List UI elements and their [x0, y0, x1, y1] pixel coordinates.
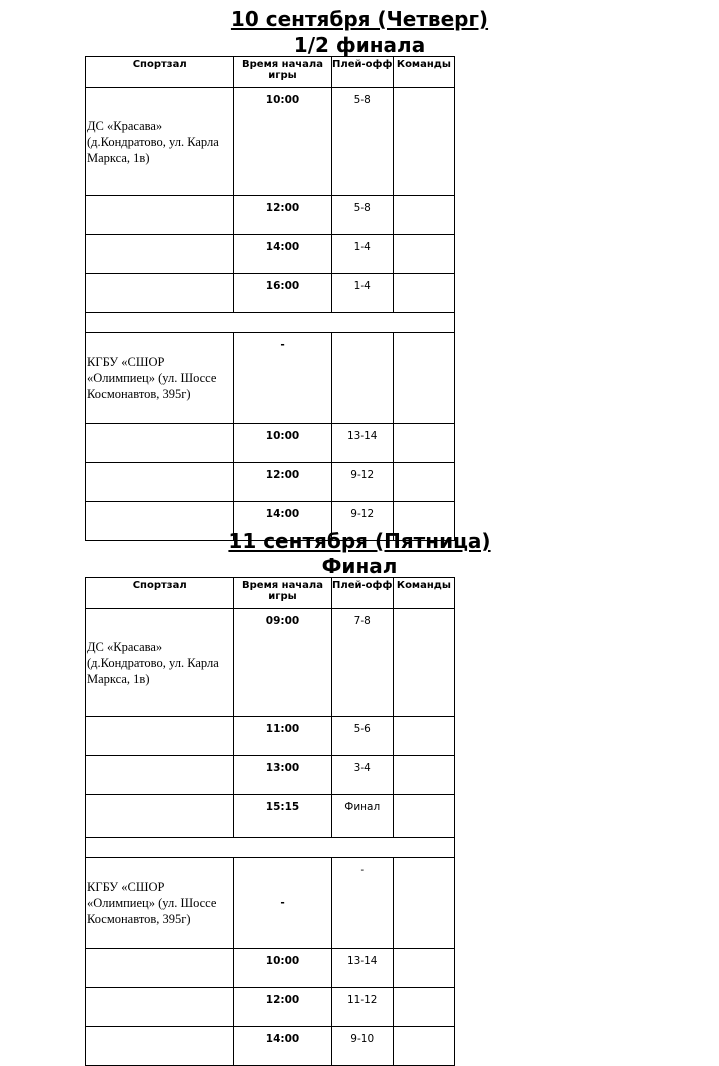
header-venue: Спортзал [86, 578, 234, 609]
playoff-cell: 9-12 [331, 502, 393, 541]
table-row [86, 235, 455, 274]
day1-date-title: 10 сентября (Четверг) [230, 7, 489, 31]
playoff-cell: 11-12 [331, 988, 393, 1027]
header-playoff: Плей-офф [331, 578, 393, 609]
playoff-cell [331, 333, 393, 424]
venue-cell [86, 424, 234, 463]
time-cell: 10:00 [234, 949, 331, 988]
venue-cell [86, 1027, 234, 1066]
table-row [86, 988, 455, 1027]
day2-date-title: 11 сентября (Пятница) [228, 529, 491, 553]
playoff-cell: 9-12 [331, 463, 393, 502]
time-cell: 10:00 [234, 424, 331, 463]
table-row [86, 333, 455, 424]
table-row [86, 424, 455, 463]
time-cell: 14:00 [234, 502, 331, 541]
table-row [86, 795, 455, 838]
time-cell: 11:00 [234, 717, 331, 756]
spacer-cell [86, 838, 455, 858]
teams-cell [393, 756, 454, 795]
playoff-cell: 5-8 [331, 88, 393, 196]
time-cell: 14:00 [234, 235, 331, 274]
table-header-row [86, 57, 455, 88]
time-cell: - [234, 333, 331, 424]
venue-cell: КГБУ «СШОР «Олимпиец» (ул. Шоссе Космонавтов, 395г) [86, 858, 234, 949]
playoff-cell: 13-14 [331, 949, 393, 988]
venue-cell [86, 795, 234, 838]
time-cell: 09:00 [234, 609, 331, 717]
time-cell: 12:00 [234, 463, 331, 502]
playoff-cell: 5-8 [331, 196, 393, 235]
time-cell: 12:00 [234, 196, 331, 235]
time-cell: - [234, 858, 331, 949]
header-time: Время начала игры [234, 578, 331, 609]
day1-stage-title: 1/2 финала [293, 33, 426, 57]
venue-cell [86, 463, 234, 502]
table-row [86, 463, 455, 502]
table-row [86, 858, 455, 949]
time-cell: 13:00 [234, 756, 331, 795]
playoff-cell: 3-4 [331, 756, 393, 795]
teams-cell [393, 609, 454, 717]
teams-cell [393, 1027, 454, 1066]
table-row [86, 1027, 455, 1066]
playoff-cell: Финал [331, 795, 393, 838]
venue-cell [86, 717, 234, 756]
teams-cell [393, 196, 454, 235]
teams-cell [393, 424, 454, 463]
venue-cell [86, 235, 234, 274]
venue-cell [86, 988, 234, 1027]
day2-stage-title: Финал [321, 554, 398, 578]
playoff-cell: 1-4 [331, 235, 393, 274]
table-row [86, 609, 455, 717]
header-venue: Спортзал [86, 57, 234, 88]
table-row [86, 756, 455, 795]
header-time: Время начала игры [234, 57, 331, 88]
venue-cell: ДС «Красава» (д.Кондратово, ул. Карла Маркса, 1в) [86, 609, 234, 717]
venue-cell: КГБУ «СШОР «Олимпиец» (ул. Шоссе Космонавтов, 395г) [86, 333, 234, 424]
header-teams: Команды [393, 578, 454, 609]
playoff-cell: 5-6 [331, 717, 393, 756]
teams-cell [393, 988, 454, 1027]
venue-cell [86, 949, 234, 988]
teams-cell [393, 858, 454, 949]
time-cell: 15:15 [234, 795, 331, 838]
day1-schedule-table [85, 56, 455, 541]
spacer-row [86, 313, 455, 333]
time-cell: 10:00 [234, 88, 331, 196]
time-cell: 12:00 [234, 988, 331, 1027]
venue-cell [86, 196, 234, 235]
teams-cell [393, 463, 454, 502]
table-row [86, 274, 455, 313]
playoff-cell: 9-10 [331, 1027, 393, 1066]
header-teams: Команды [393, 57, 454, 88]
playoff-cell: 7-8 [331, 609, 393, 717]
playoff-cell: 13-14 [331, 424, 393, 463]
teams-cell [393, 88, 454, 196]
day2-schedule-table [85, 577, 455, 1066]
teams-cell [393, 235, 454, 274]
teams-cell [393, 795, 454, 838]
table-row [86, 196, 455, 235]
venue-cell: ДС «Красава» (д.Кондратово, ул. Карла Маркса, 1в) [86, 88, 234, 196]
playoff-cell: - [331, 858, 393, 949]
playoff-cell: 1-4 [331, 274, 393, 313]
table-header-row [86, 578, 455, 609]
time-cell: 14:00 [234, 1027, 331, 1066]
table-row [86, 88, 455, 196]
teams-cell [393, 717, 454, 756]
spacer-row [86, 838, 455, 858]
teams-cell [393, 333, 454, 424]
teams-cell [393, 949, 454, 988]
venue-cell [86, 274, 234, 313]
teams-cell [393, 274, 454, 313]
venue-cell [86, 756, 234, 795]
spacer-cell [86, 313, 455, 333]
table-row [86, 717, 455, 756]
table-row [86, 949, 455, 988]
header-playoff: Плей-офф [331, 57, 393, 88]
time-cell: 16:00 [234, 274, 331, 313]
